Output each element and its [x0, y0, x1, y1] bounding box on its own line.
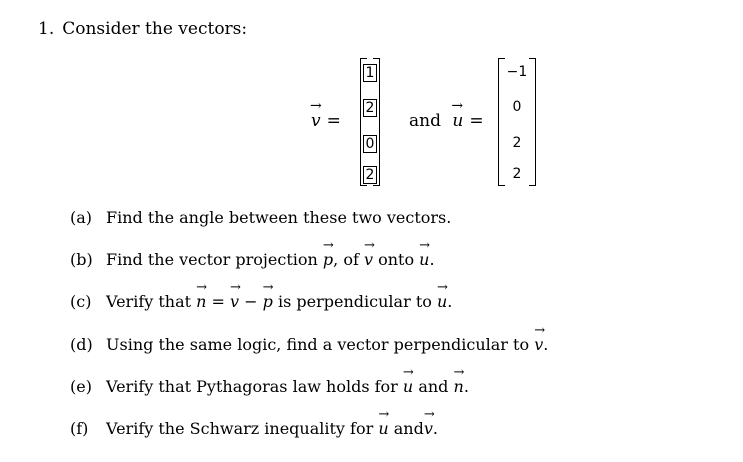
part-b	[70, 250, 435, 269]
v-symbol: → v	[230, 292, 239, 311]
part-a	[70, 208, 451, 227]
part-e-text-2: and	[413, 377, 454, 396]
problem-intro: Consider the vectors:	[62, 19, 248, 39]
problem-number: 1.	[38, 19, 55, 39]
n-symbol: → n	[454, 377, 464, 396]
part-d-text-2: .	[543, 335, 549, 354]
u-entry-2: 0	[512, 99, 522, 115]
part-b-label: (b)	[70, 250, 93, 269]
part-f-text-3: .	[432, 419, 438, 438]
part-a-text: Find the angle between these two vectors.	[106, 208, 452, 227]
part-c-text-4: is perpendicular to	[272, 292, 437, 311]
u-matrix	[498, 58, 536, 186]
part-a-label: (a)	[70, 208, 93, 227]
u-entry-3: 2	[512, 135, 522, 151]
part-b-text-2: , of	[333, 250, 364, 269]
v-entry-4: 2	[363, 166, 377, 184]
part-c-text-3: −	[239, 292, 263, 311]
v-equals: =	[326, 111, 341, 131]
u-symbol: → u	[437, 292, 447, 311]
part-c-text-2: =	[206, 292, 231, 311]
part-e	[70, 377, 469, 396]
part-d-text-1: Using the same logic, find a vector perpendicular to	[106, 335, 535, 354]
u-label	[409, 111, 484, 131]
v-symbol: → v	[364, 250, 373, 269]
v-label	[311, 111, 341, 131]
v-matrix	[360, 58, 380, 186]
v-symbol: → v	[534, 335, 543, 354]
p-symbol: → p	[263, 292, 273, 311]
part-c-text-5: .	[447, 292, 453, 311]
u-equals: =	[469, 111, 484, 131]
part-f-label: (f)	[70, 419, 89, 438]
v-symbol: → v	[311, 111, 321, 131]
part-f-text-1: Verify the Schwarz inequality for	[106, 419, 379, 438]
part-c-label: (c)	[70, 292, 92, 311]
part-b-text-1: Find the vector projection	[106, 250, 323, 269]
part-c	[70, 292, 452, 311]
part-e-text-3: .	[463, 377, 469, 396]
v-entry-1: 1	[363, 64, 377, 82]
v-symbol: → v	[424, 419, 433, 438]
u-symbol: → u	[419, 250, 429, 269]
u-entry-1: −1	[506, 64, 528, 80]
u-entry-4: 2	[512, 166, 522, 182]
problem-heading	[38, 19, 247, 39]
part-c-text-1: Verify that	[106, 292, 197, 311]
part-e-label: (e)	[70, 377, 92, 396]
n-symbol: → n	[196, 292, 206, 311]
u-symbol: → u	[403, 377, 413, 396]
part-d-label: (d)	[70, 335, 93, 354]
part-f	[70, 419, 438, 438]
v-entry-3: 0	[363, 135, 377, 153]
part-e-text-1: Verify that Pythagoras law holds for	[106, 377, 403, 396]
u-symbol: → u	[378, 419, 388, 438]
and-connector: and	[409, 111, 441, 131]
part-b-text-3: onto	[373, 250, 420, 269]
v-entry-2: 2	[363, 99, 377, 117]
part-d	[70, 335, 548, 354]
p-symbol: → p	[323, 250, 333, 269]
part-b-text-4: .	[429, 250, 435, 269]
part-f-text-2: and	[388, 419, 424, 438]
u-symbol: → u	[452, 111, 463, 131]
